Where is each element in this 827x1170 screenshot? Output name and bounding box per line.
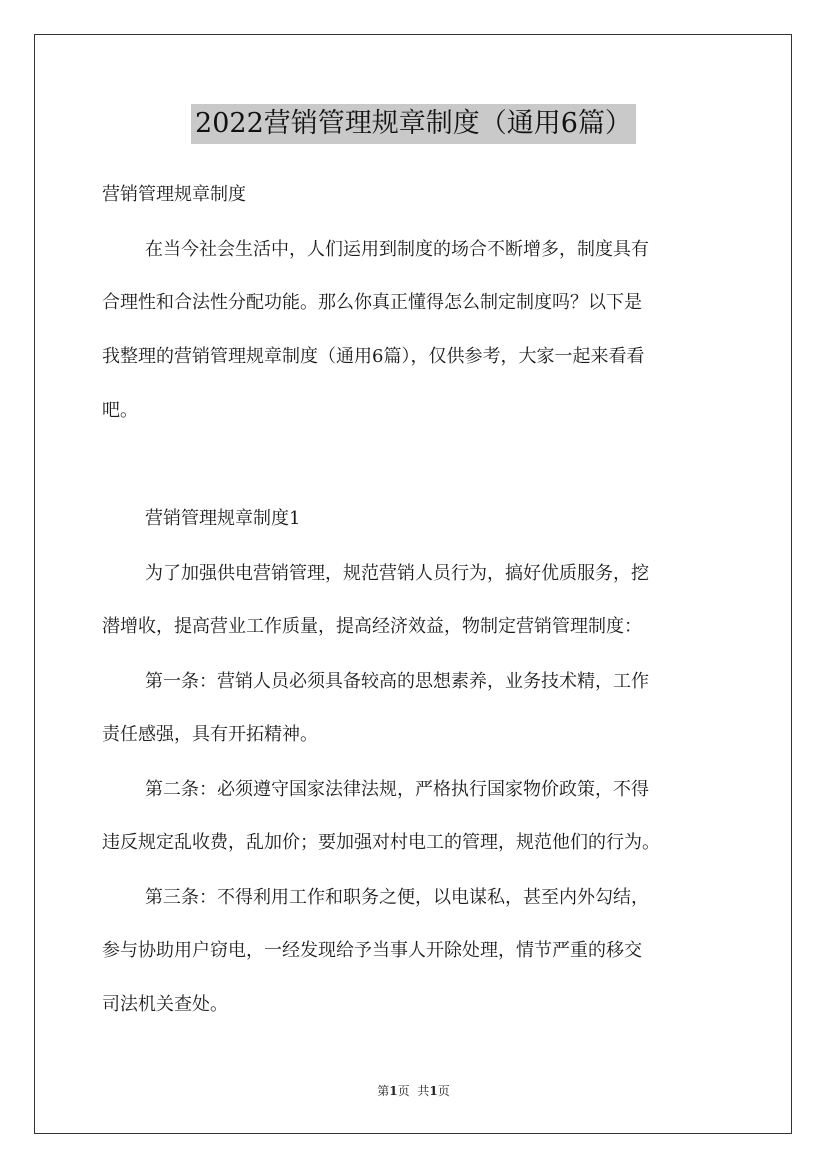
body-line-2: 潜增收，提高营业工作质量，提高经济效益，物制定营销管理制度： <box>102 616 642 637</box>
intro-line-2: 合理性和合法性分配功能。那么你真正懂得怎么制定制度吗？以下是 <box>102 292 642 313</box>
page-footer <box>0 1083 827 1099</box>
article-3-line-3: 司法机关查处。 <box>102 994 228 1015</box>
footer-page-number: 1 <box>389 1084 398 1098</box>
article-3-line-2: 参与协助用户窃电，一经发现给予当事人开除处理，情节严重的移交 <box>102 940 642 961</box>
article-2-line-1: 第二条：必须遵守国家法律法规，严格执行国家物价政策，不得 <box>145 779 649 800</box>
article-1-line-2: 责任感强，具有开拓精神。 <box>102 724 318 745</box>
footer-total-suffix: 页 <box>437 1084 450 1098</box>
section-heading: 营销管理规章制度 <box>102 184 246 205</box>
footer-total-prefix: 共 <box>417 1084 430 1098</box>
subsection-heading: 营销管理规章制度1 <box>145 508 301 529</box>
intro-line-4: 吧。 <box>102 400 138 421</box>
footer-page-suffix: 页 <box>397 1084 410 1098</box>
intro-line-3: 我整理的营销管理规章制度（通用6篇），仅供参考，大家一起来看看 <box>102 346 645 367</box>
document-title: 2022营销管理规章制度（通用6篇） <box>191 104 636 144</box>
article-1-line-1: 第一条：营销人员必须具备较高的思想素养，业务技术精，工作 <box>145 671 649 692</box>
title-container <box>0 104 827 144</box>
article-3-line-1: 第三条：不得利用工作和职务之便，以电谋私，甚至内外勾结， <box>145 887 649 908</box>
footer-total-number: 1 <box>429 1084 438 1098</box>
intro-line-1: 在当今社会生活中，人们运用到制度的场合不断增多，制度具有 <box>145 239 649 260</box>
body-line-1: 为了加强供电营销管理，规范营销人员行为，搞好优质服务，挖 <box>145 563 649 584</box>
article-2-line-2: 违反规定乱收费，乱加价；要加强对村电工的管理，规范他们的行为。 <box>102 832 660 853</box>
footer-page-prefix: 第 <box>377 1084 390 1098</box>
